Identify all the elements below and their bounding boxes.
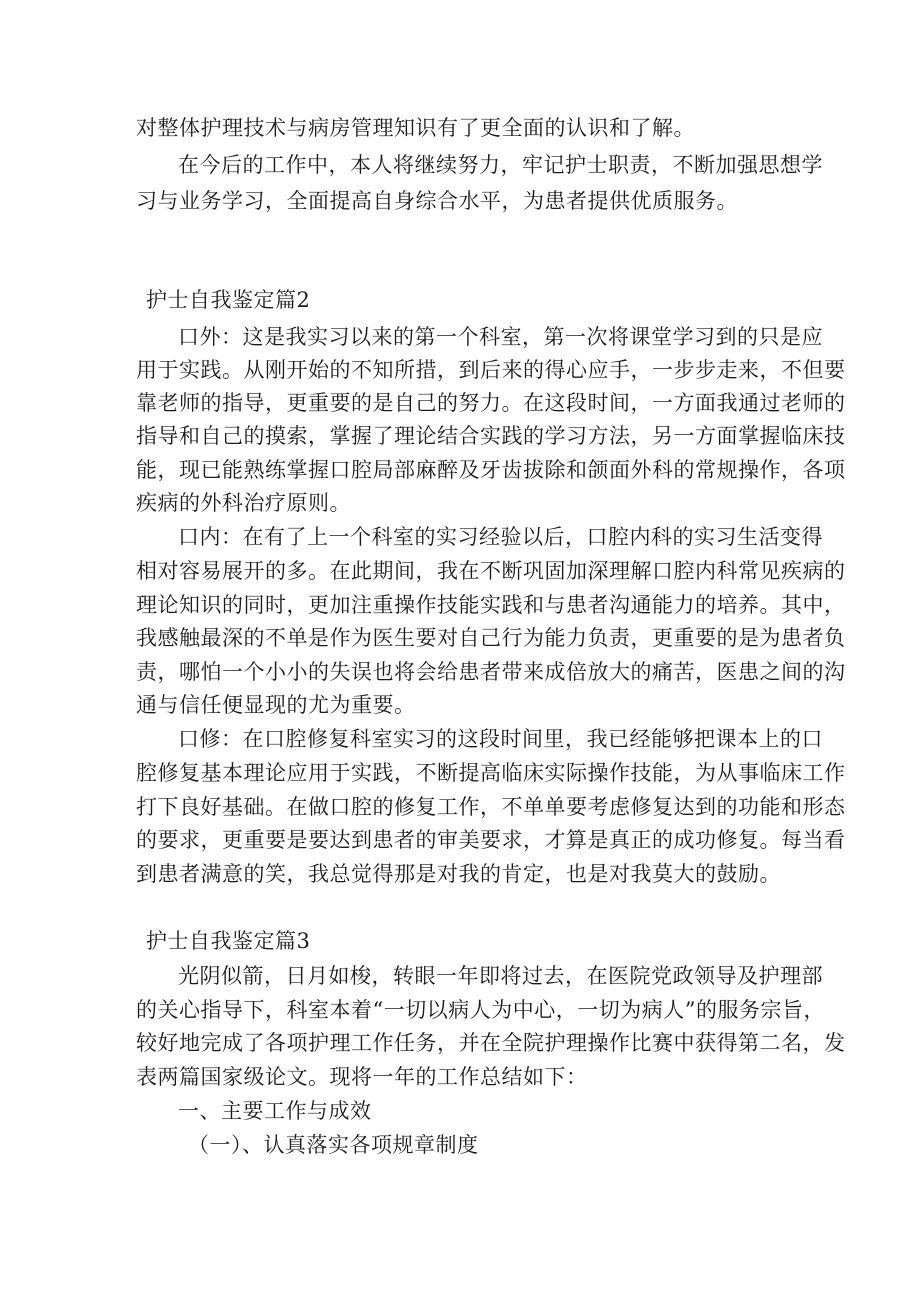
section2-p1-line-2: 用于实践。从刚开始的不知所措，到后来的得心应手，一步步走来，不但要: [136, 358, 846, 382]
section2-p2-line-1: 口内：在有了上一个科室的实习经验以后，口腔内科的实习生活变得: [178, 525, 823, 549]
section2-p3-line-4: 的要求，更重要是要达到患者的审美要求，才算是真正的成功修复。每当看: [136, 828, 846, 852]
section2-p2-line-4: 我感触最深的不单是作为医生要对自己行为能力负责，更重要的是为患者负: [136, 626, 846, 650]
section3-p1-line-4: 表两篇国家级论文。现将一年的工作总结如下：: [136, 1065, 588, 1089]
section2-p2-line-5: 责，哪怕一个小小的失误也将会给患者带来成倍放大的痛苦，医患之间的沟: [136, 660, 846, 684]
section3-p1-line-2: 的关心指导下，科室本着“一切以病人为中心，一切为病人”的服务宗旨，: [136, 998, 825, 1022]
section3-heading: 护士自我鉴定篇3: [146, 929, 311, 953]
section2-p2-line-6: 通与信任便显现的尤为重要。: [136, 693, 416, 717]
section2-p1-line-6: 疾病的外科治疗原则。: [136, 491, 351, 515]
intro-para2-line-1: 在今后的工作中，本人将继续努力，牢记护士职责，不断加强思想学: [178, 153, 823, 177]
section2-p3-line-5: 到患者满意的笑，我总觉得那是对我的肯定，也是对我莫大的鼓励。: [136, 862, 781, 886]
section2-p1-line-4: 指导和自己的摸索，掌握了理论结合实践的学习方法，另一方面掌握临床技: [136, 424, 846, 448]
section2-p3-line-1: 口修：在口腔修复科室实习的这段时间里，我已经能够把课本上的口: [178, 727, 823, 751]
section3-p1-line-3: 较好地完成了各项护理工作任务，并在全院护理操作比赛中获得第二名，发: [136, 1031, 846, 1055]
section2-p2-line-2: 相对容易展开的多。在此期间，我在不断巩固加深理解口腔内科常见疾病的: [136, 559, 846, 583]
section3-p1-line-1: 光阴似箭，日月如梭，转眼一年即将过去，在医院党政领导及护理部: [178, 964, 823, 988]
section2-p3-line-2: 腔修复基本理论应用于实践，不断提高临床实际操作技能，为从事临床工作: [136, 761, 846, 785]
section2-heading: 护士自我鉴定篇2: [146, 288, 311, 312]
section2-p1-line-3: 靠老师的指导，更重要的是自己的努力。在这段时间，一方面我通过老师的: [136, 391, 846, 415]
section3-subheading-2: （一）、认真落实各项规章制度: [188, 1133, 479, 1157]
intro-para2-line-2: 习与业务学习，全面提高自身综合水平，为患者提供优质服务。: [136, 189, 738, 213]
section2-p2-line-3: 理论知识的同时，更加注重操作技能实践和与患者沟通能力的培养。其中，: [136, 593, 846, 617]
section2-p1-line-1: 口外：这是我实习以来的第一个科室，第一次将课堂学习到的只是应: [178, 325, 823, 349]
section3-subheading-1: 一、主要工作与成效: [178, 1099, 372, 1123]
intro-line-1: 对整体护理技术与病房管理知识有了更全面的认识和了解。: [136, 116, 695, 140]
section2-p1-line-5: 能，现已能熟练掌握口腔局部麻醉及牙齿拔除和颌面外科的常规操作，各项: [136, 458, 846, 482]
section2-p3-line-3: 打下良好基础。在做口腔的修复工作，不单单要考虑修复达到的功能和形态: [136, 795, 846, 819]
